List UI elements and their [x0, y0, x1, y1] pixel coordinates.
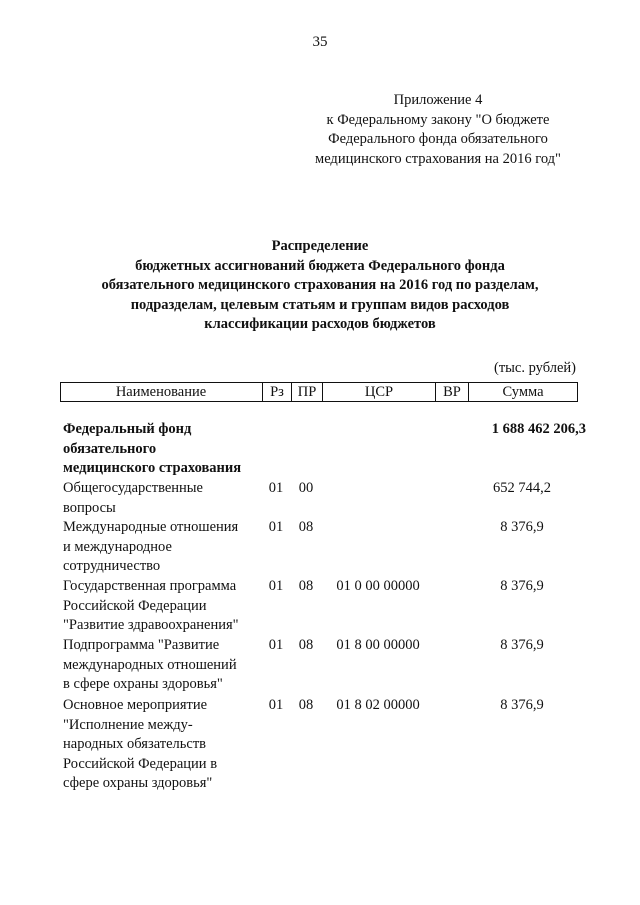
header-vr: ВР — [443, 384, 461, 400]
row-sum: 8 376,9 — [500, 578, 544, 594]
row-sum: 8 376,9 — [500, 519, 544, 535]
row-sum: 652 744,2 — [493, 480, 551, 496]
row-name-line: международных отношений — [63, 656, 237, 673]
row-name — [63, 636, 263, 695]
row-csr: 01 0 00 00000 — [336, 578, 420, 594]
units-label: (тыс. рублей) — [494, 360, 576, 376]
header-pr: ПР — [297, 384, 317, 400]
row-csr: 01 8 02 00000 — [336, 697, 420, 713]
row-sum: 1 688 462 206,3 — [491, 421, 586, 437]
row-name-line: и международное — [63, 538, 172, 555]
page-number: 35 — [312, 34, 328, 50]
row-pr: 08 — [298, 637, 314, 653]
row-name-line: Государственная программа — [63, 578, 237, 594]
row-sum: 8 376,9 — [500, 637, 544, 653]
row-pr: 08 — [298, 578, 314, 594]
title-line: обязательного медицинского страхования на 2016 год по разделам, — [101, 277, 539, 293]
title-line: Распределение — [271, 238, 369, 254]
row-name — [63, 577, 263, 636]
row-name-line: сфере охраны здоровья" — [63, 775, 213, 791]
row-name-line: Общегосударственные — [63, 480, 203, 496]
row-name-line: Федеральный фонд — [63, 421, 192, 437]
row-name-line: Основное мероприятие — [63, 697, 208, 713]
row-rz: 01 — [268, 637, 284, 653]
row-rz: 01 — [268, 578, 284, 594]
header-csr: ЦСР — [364, 384, 394, 400]
title-line: подразделам, целевым статьям и группам видов расходов — [130, 296, 510, 313]
row-name-line: в сфере охраны здоровья" — [63, 676, 223, 692]
row-name-line: сотрудничество — [63, 558, 161, 574]
header-rz: Рз — [270, 384, 284, 400]
row-name-line: Российской Федерации в — [63, 755, 218, 772]
row-sum: 8 376,9 — [500, 697, 544, 713]
row-name — [63, 696, 263, 794]
row-pr: 00 — [298, 480, 314, 496]
row-name-line: народных обязательств — [63, 736, 206, 752]
row-name-line: Международные отношения — [63, 519, 239, 535]
row-name — [63, 479, 263, 518]
row-name-line: медицинского страхования — [63, 460, 242, 476]
title-line: классификации расходов бюджетов — [204, 316, 436, 332]
row-csr: 01 8 00 00000 — [336, 637, 420, 653]
row-name-line: Российской Федерации — [63, 597, 207, 614]
row-name-line: "Развитие здравоохранения" — [63, 617, 239, 633]
header-sum: Сумма — [502, 384, 544, 400]
row-rz: 01 — [268, 519, 284, 535]
row-name-line: Подпрограмма "Развитие — [63, 637, 220, 653]
appendix-line: медицинского страхования на 2016 год" — [315, 150, 561, 167]
row-rz: 01 — [268, 480, 284, 496]
row-name-line: "Исполнение между- — [63, 716, 193, 733]
row-name-line: вопросы — [63, 499, 116, 516]
row-pr: 08 — [298, 519, 314, 535]
appendix-block — [292, 91, 584, 169]
appendix-line: Федерального фонда обязательного — [328, 131, 548, 147]
row-rz: 01 — [268, 697, 284, 713]
appendix-line: Приложение 4 — [393, 92, 483, 108]
table-header — [60, 382, 578, 402]
row-pr: 08 — [298, 697, 314, 713]
row-name — [63, 518, 263, 577]
title-line: бюджетных ассигнований бюджета Федерального фонда — [135, 257, 505, 274]
appendix-line: к Федеральному закону "О бюджете — [326, 111, 550, 128]
row-name — [63, 420, 263, 479]
row-name-line: обязательного — [63, 440, 157, 457]
document-title — [60, 237, 580, 335]
header-name: Наименование — [115, 384, 207, 400]
